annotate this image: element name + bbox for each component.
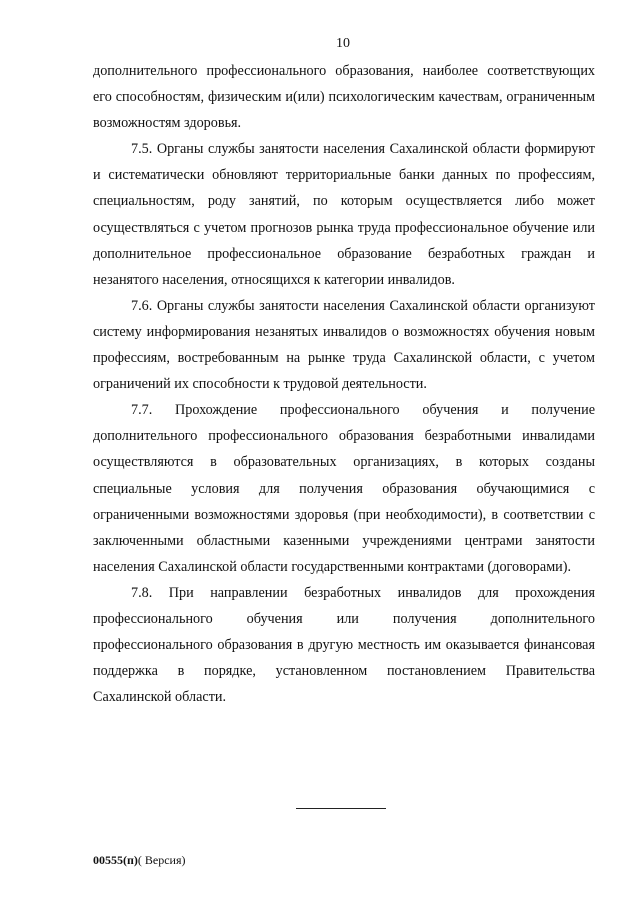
paragraph-7-8: 7.8. При направлении безработных инвалидов для прохождения профессионального обучения или получения дополнительного профессионального образования в другую местность им оказывается финансовая поддержка в порядке, установленном постановлением Правительства Сахалинской области.: [93, 584, 595, 706]
document-body: [93, 58, 595, 710]
paragraph-continuation: дополнительного профессионального образования, наиболее соответствующих его способностям, физическим и(или) психологическим качествам, ограниченным возможностям здоровья.: [93, 63, 595, 132]
paragraph-7-6: 7.6. Органы службы занятости населения Сахалинской области организуют систему информирования незанятых инвалидов о возможностях обучения новым профессиям, востребованным на рынке труда Сахалинской области, с учетом ограничений их способности к трудовой деятельности.: [93, 297, 595, 393]
paragraph-7-5: 7.5. Органы службы занятости населения Сахалинской области формируют и систематически обновляют территориальные банки данных по профессиям, специальностям, роду занятий, по которым осуществляется либо может осуществляться с учетом прогнозов рынка труда профессиональное обучение или дополнительное профессиональное образование безработных граждан и незанятого населения, относящихся к категории инвалидов.: [93, 141, 595, 288]
document-code-footer: [93, 853, 186, 868]
paragraph-7-7: 7.7. Прохождение профессионального обучения и получение дополнительного профессионального образования безработными инвалидами осуществляются в образовательных организациях, в которых созданы специальные условия для получения образования обучающимися с ограниченными возможностями здоровья (при необходимости), в соответствии с заключенными областными казенными учреждениями центрами занятости населения Сахалинской области государственными контрактами (договорами).: [93, 402, 595, 575]
document-version: ( Версия): [137, 853, 186, 867]
document-code: 00555(п): [93, 853, 138, 867]
page-number: 10: [336, 36, 350, 51]
end-separator-line: [296, 808, 386, 809]
